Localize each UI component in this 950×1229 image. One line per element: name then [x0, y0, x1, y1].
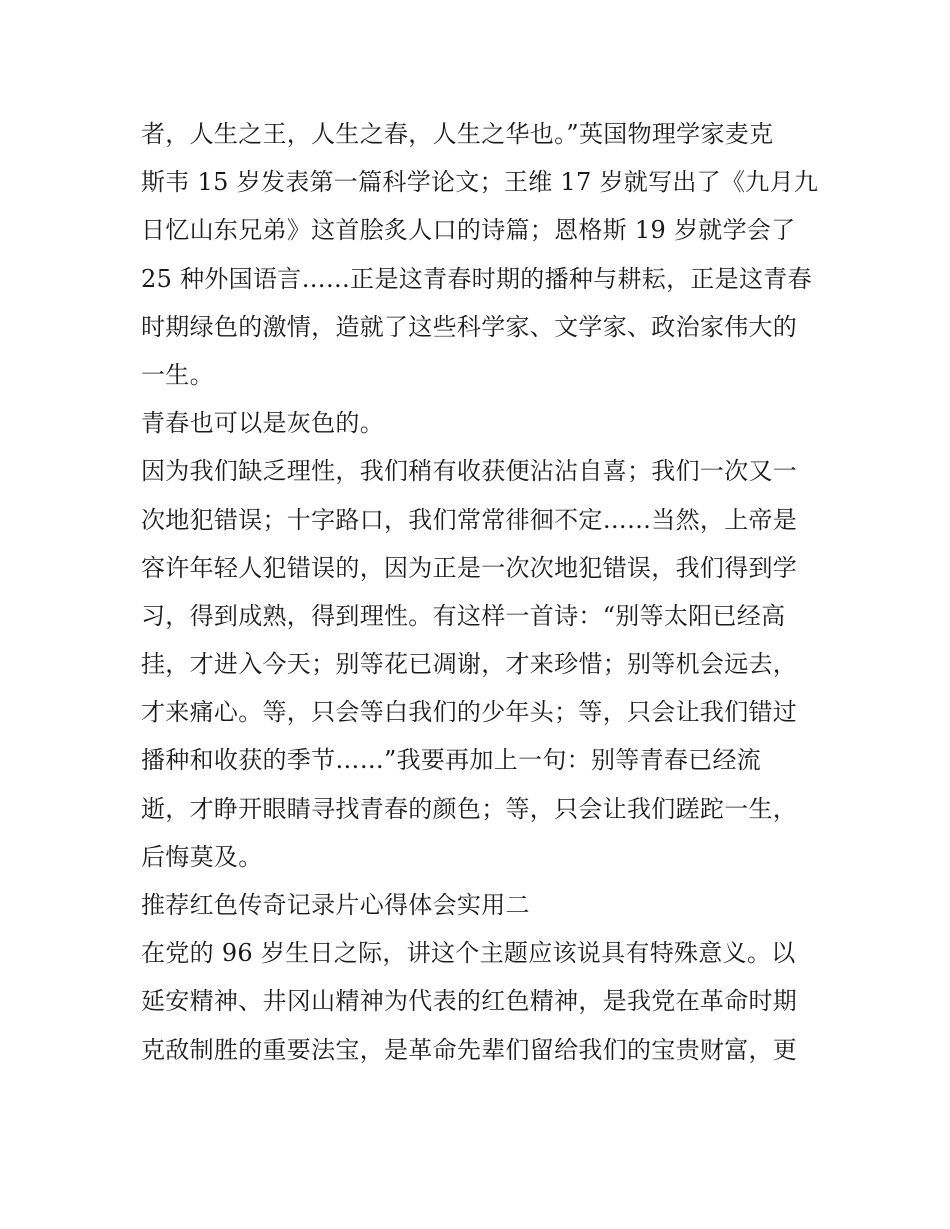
text-line: 才来痛心。等，只会等白我们的少年头；等，只会让我们错过	[141, 698, 798, 727]
text-line: 逝，才睁开眼睛寻找青春的颜色；等，只会让我们蹉跎一生，	[141, 794, 798, 823]
text-line: 青春也可以是灰色的。	[141, 409, 384, 438]
text-line: 播种和收获的季节……”我要再加上一句：别等青春已经流	[141, 746, 762, 775]
text-line: 克敌制胜的重要法宝，是革命先辈们留给我们的宝贵财富，更	[141, 1035, 798, 1064]
text-line: 挂，才进入今天；别等花已凋谢，才来珍惜；别等机会远去，	[141, 650, 798, 679]
text-line: 时期绿色的激情，造就了这些科学家、文学家、政治家伟大的	[141, 312, 798, 341]
text-line: 延安精神、井冈山精神为代表的红色精神，是我党在革命时期	[141, 987, 798, 1016]
text-line: 因为我们缺乏理性，我们稍有收获便沾沾自喜；我们一次又一	[141, 457, 798, 486]
text-line: 一生。	[141, 360, 214, 389]
text-line: 日忆山东兄弟》这首脍炙人口的诗篇；恩格斯 19 岁就学会了	[141, 216, 796, 245]
text-line: 习，得到成熟，得到理性。有这样一首诗：“别等太阳已经高	[141, 601, 786, 630]
text-line: 在党的 96 岁生日之际，讲这个主题应该说具有特殊意义。以	[141, 939, 796, 968]
text-line: 25 种外国语言……正是这青春时期的播种与耕耘，正是这青春	[141, 264, 812, 293]
text-line: 次地犯错误；十字路口，我们常常徘徊不定……当然，上帝是	[141, 505, 798, 534]
text-line: 后悔莫及。	[141, 842, 263, 871]
text-line: 容许年轻人犯错误的，因为正是一次次地犯错误，我们得到学	[141, 553, 798, 582]
document-body	[141, 110, 821, 1074]
text-line: 斯韦 15 岁发表第一篇科学论文；王维 17 岁就写出了《九月九	[141, 168, 819, 197]
text-line: 者，人生之王，人生之春，人生之华也。”英国物理学家麦克	[141, 120, 774, 148]
section-heading: 推荐红色传奇记录片心得体会实用二	[141, 891, 530, 919]
